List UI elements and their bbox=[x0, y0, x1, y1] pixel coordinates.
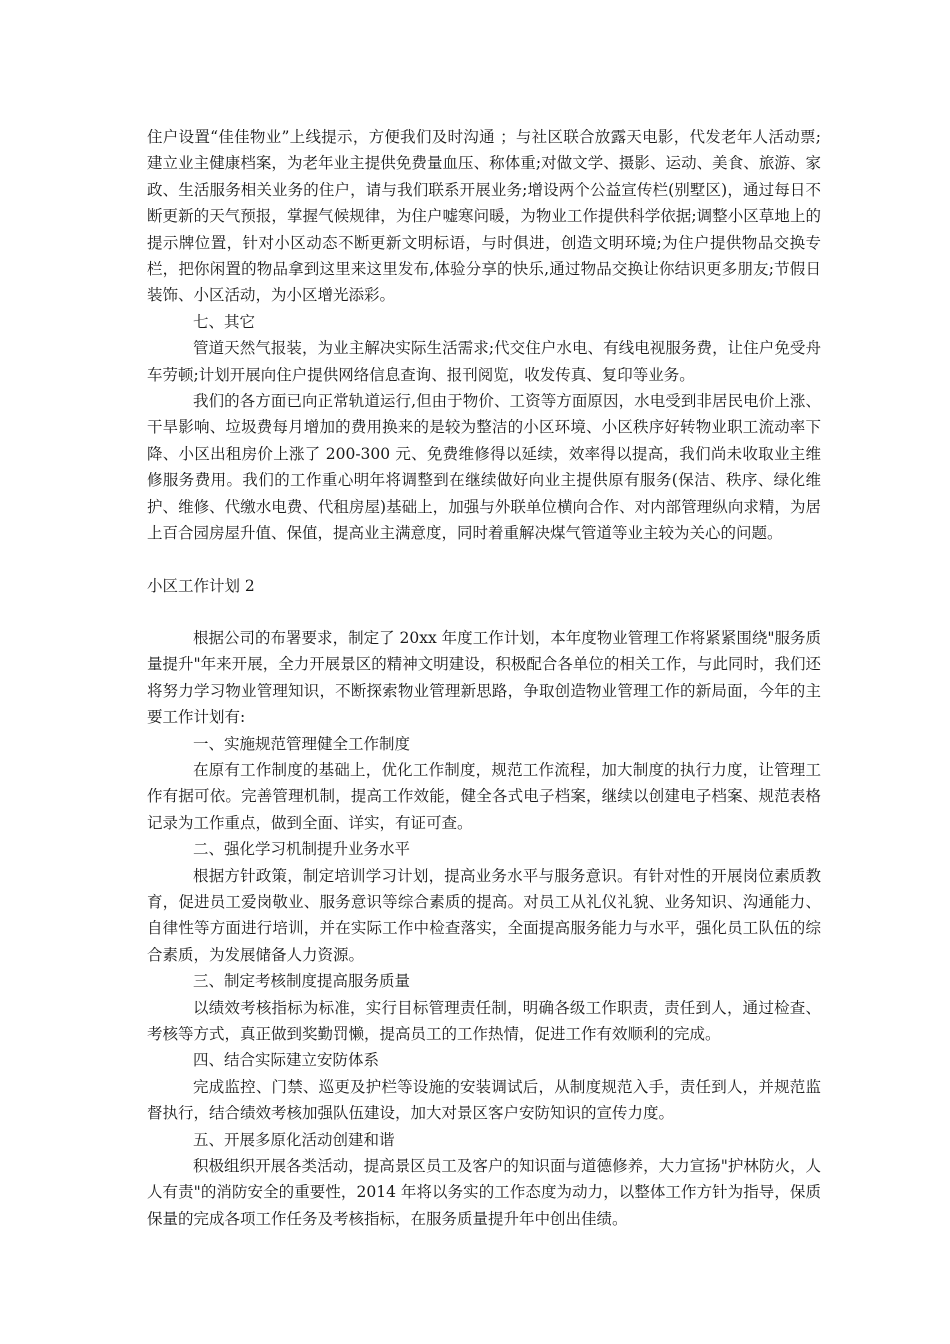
section-body-1: 在原有工作制度的基础上，优化工作制度，规范工作流程，加大制度的执行力度，让管理工作有据可依。完善管理机制，提高工作效能，健全各式电子档案，继续以创建电子档案、规范表格记录为工作重点，做到全面、详实，有证可查。 bbox=[147, 760, 821, 832]
section-body-4: 完成监控、门禁、巡更及护栏等设施的安装调试后，从制度规范入手，责任到人，并规范监督执行，结合绩效考核加强队伍建设，加大对景区客户安防知识的宣传力度。 bbox=[147, 1077, 821, 1123]
section-body-3: 以绩效考核指标为标准，实行目标管理责任制，明确各级工作职责，责任到人，通过检查、考核等方式，真正做到奖勤罚懒，提高员工的工作热情，促进工作有效顺利的完成。 bbox=[147, 998, 821, 1043]
paragraph-other-services: 管道天然气报装，为业主解决实际生活需求;代交住户水电、有线电视服务费，让住户免受舟车劳顿;计划开展向住户提供网络信息查询、报刊阅览，收发传真、复印等业务。 bbox=[147, 339, 821, 384]
paragraph-summary: 我们的各方面已向正常轨道运行,但由于物价、工资等方面原因，水电受到非居民电价上涨、干旱影响、垃圾费每月增加的费用换来的是较为整洁的小区环境、小区秩序好转物业职工流动率下降、小区出租房价上涨了 200-300 元、免费维修得以延续，效率得以提高，我们尚未收取业主维修服务费用。我们的工作重心明年将调整到在继续做好向业主提供原有服务(保洁、秩序、绿化维护、维修、代缴水电费、代租房屋)基础上，加强与外联单位横向合作、对内部管理纵向求精，为居上百合园房屋升值、保值，提高业主满意度，同时着重解决煤气管道等业主较为关心的问题。 bbox=[147, 392, 821, 543]
section-heading-1: 一、实施规范管理健全工作制度 bbox=[193, 734, 411, 753]
section-body-5: 积极组织开展各类活动，提高景区员工及客户的知识面与道德修养，大力宣扬"护林防火，人人有责"的消防安全的重要性，2014 年将以务实的工作态度为动力，以整体工作方针为指导，保质保量的完成各项工作任务及考核指标，在服务质量提升年中创出佳绩。 bbox=[147, 1157, 821, 1228]
section-heading-2: 二、强化学习机制提升业务水平 bbox=[193, 840, 411, 859]
document-title-plan-2: 小区工作计划 2 bbox=[147, 576, 255, 595]
section-body-2: 根据方针政策，制定培训学习计划，提高业务水平与服务意识。有针对性的开展岗位素质教育，促进员工爱岗敬业、服务意识等综合素质的提高。对员工从礼仪礼貌、业务知识、沟通能力、自律性等方面进行培训，并在实际工作中检查落实，全面提高服务能力与水平，强化员工队伍的综合素质，为发展储备人力资源。 bbox=[147, 866, 821, 964]
section-heading-5: 五、开展多原化活动创建和谐 bbox=[193, 1130, 395, 1149]
paragraph-resident-services: 住户设置“佳佳物业”上线提示，方便我们及时沟通 ；与社区联合放露天电影，代发老年人活动票;建立业主健康档案，为老年业主提供免费量血压、称体重;对做文学、摄影、运动、美食、旅游、家政、生活服务相关业务的住户，请与我们联系开展业务;增设两个公益宣传栏(别墅区)，通过每日不断更新的天气预报，掌握气候规律，为住户嘘寒问暖，为物业工作提供科学依据;调整小区草地上的提示牌位置，针对小区动态不断更新文明标语，与时俱进，创造文明环境;为住户提供物品交换专栏，把你闲置的物品拿到这里来这里发布,体验分享的快乐,通过物品交换让你结识更多朋友;节假日装饰、小区活动，为小区增光添彩。 bbox=[147, 128, 821, 305]
section-heading-other: 七、其它 bbox=[193, 312, 256, 331]
section-heading-3: 三、制定考核制度提高服务质量 bbox=[193, 972, 411, 991]
section-heading-4: 四、结合实际建立安防体系 bbox=[193, 1051, 380, 1070]
document-body bbox=[147, 124, 821, 1232]
paragraph-plan-intro: 根据公司的布署要求，制定了 20xx 年度工作计划，本年度物业管理工作将紧紧围绕"服务质量提升"年来开展，全力开展景区的精神文明建设，积极配合各单位的相关工作，与此同时，我们还将努力学习物业管理知识，不断探索物业管理新思路，争取创造物业管理工作的新局面，今年的主要工作计划有: bbox=[147, 628, 821, 727]
